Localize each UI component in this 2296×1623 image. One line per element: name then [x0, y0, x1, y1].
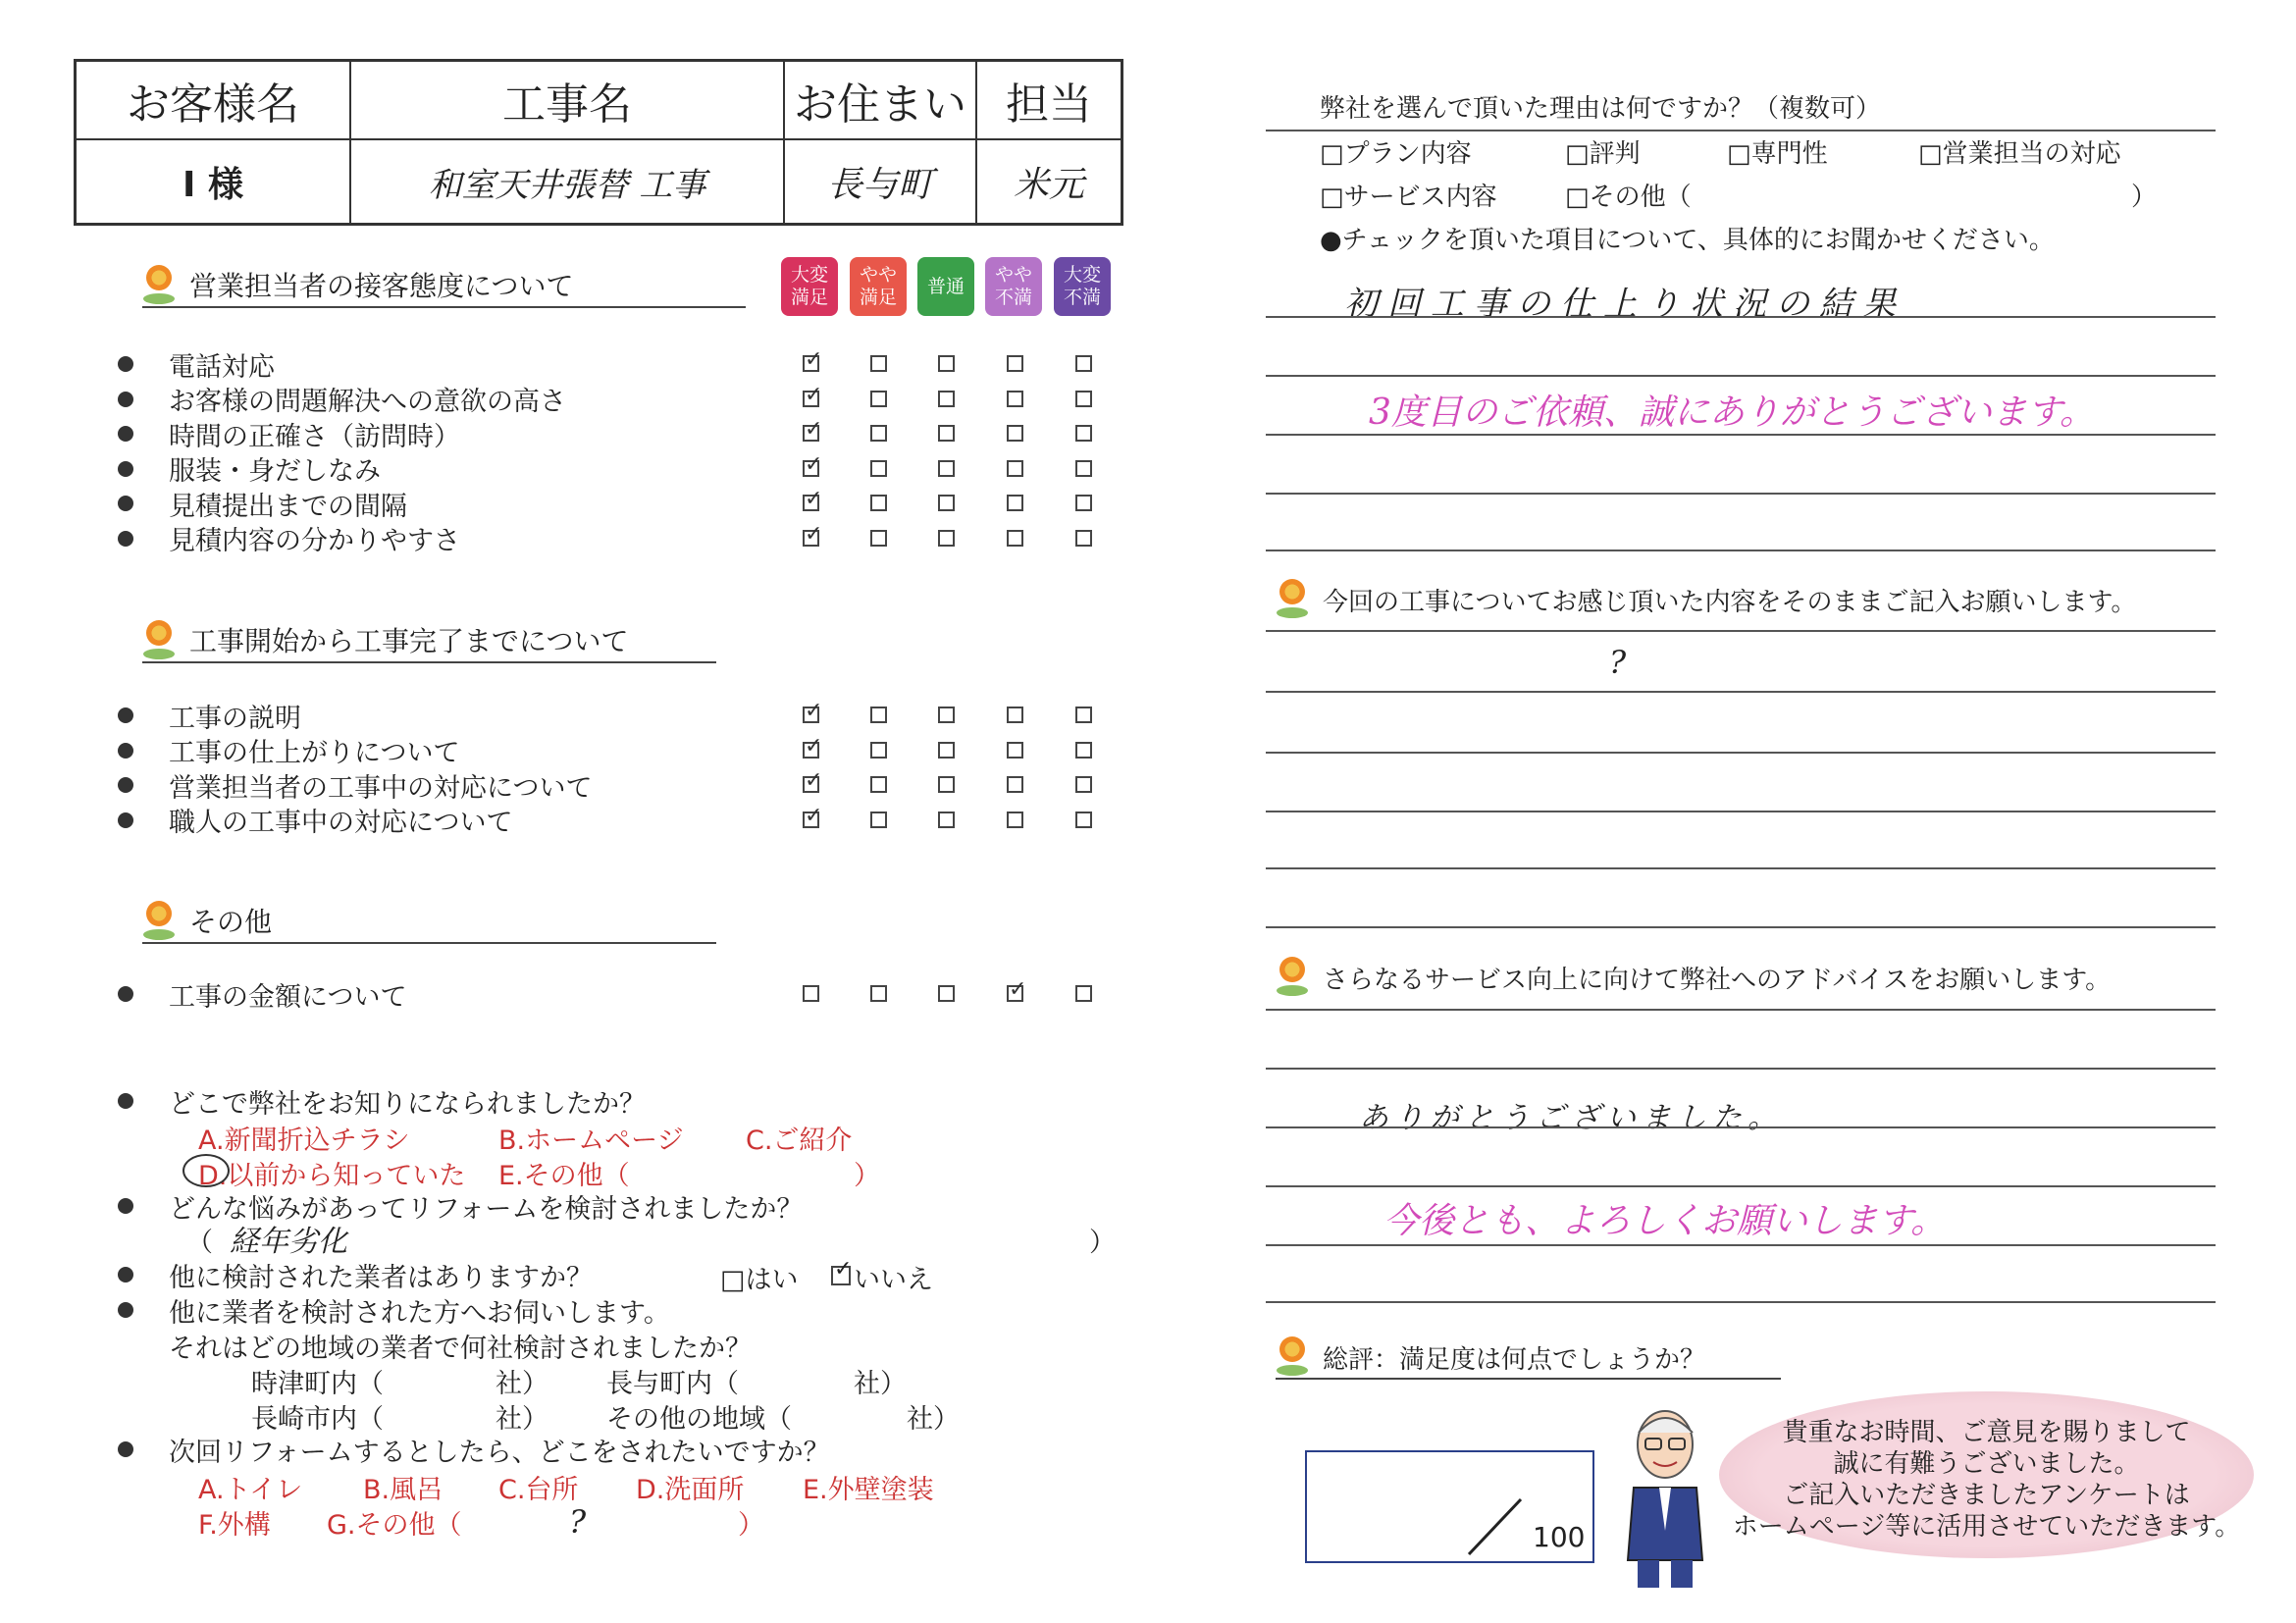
q2-answer[interactable]: ?: [1609, 644, 1627, 681]
rating-checkbox[interactable]: [938, 707, 955, 723]
thanks-line: ご記入いただきましたアンケートは: [1783, 1481, 2190, 1510]
rule-line: [1266, 1185, 2216, 1187]
question-label: 服装・身だしなみ: [169, 456, 381, 487]
rating-checkbox[interactable]: [938, 425, 955, 442]
bullet-icon: [118, 777, 133, 793]
rating-checkbox[interactable]: [1007, 776, 1023, 793]
section-other-title: その他: [189, 906, 273, 938]
rating-checkbox[interactable]: [1075, 355, 1092, 372]
section-work-heading: [142, 620, 716, 663]
option-e[interactable]: E.その他（: [498, 1161, 630, 1191]
option-d[interactable]: D.以前から知っていた: [198, 1161, 466, 1191]
rating-checkbox[interactable]: [1075, 742, 1092, 759]
rating-checkbox[interactable]: [1007, 985, 1023, 1002]
question-row: [118, 804, 1138, 837]
rating-checkbox[interactable]: [1007, 391, 1023, 407]
bullet-icon: [118, 1302, 133, 1318]
option-c[interactable]: C.ご紹介: [746, 1126, 853, 1156]
question-label: 時間の正確さ（訪問時）: [169, 421, 460, 452]
rule-line: [1266, 1068, 2216, 1070]
rating-checkbox[interactable]: [870, 985, 887, 1002]
bullet-icon: [118, 426, 133, 442]
option-e-close: ）: [854, 1161, 880, 1191]
question-row: [118, 768, 1138, 802]
rule-line: [1266, 926, 2216, 928]
header-address-value: 長与町: [785, 140, 977, 223]
rating-badge: 普通: [917, 257, 974, 316]
next-exterior-works[interactable]: F.外構: [198, 1510, 271, 1541]
bullet-icon: [118, 1198, 133, 1214]
question-row: [118, 383, 1138, 416]
rating-checkbox[interactable]: [938, 742, 955, 759]
rating-checkbox[interactable]: [1007, 742, 1023, 759]
question-row: [118, 977, 1138, 1011]
bullet-icon: [118, 812, 133, 828]
rating-checkbox[interactable]: [1075, 776, 1092, 793]
rule-line: [1266, 752, 2216, 754]
right-q4-text: 総評：満足度は何点でしょうか？: [1323, 1345, 1706, 1375]
question-area: [118, 1293, 1138, 1327]
question-label: 工事の説明: [169, 703, 301, 734]
question-row: [118, 522, 1138, 555]
question-label: 電話対応: [169, 351, 275, 383]
flower-icon: [142, 620, 176, 659]
rating-checkbox[interactable]: [938, 391, 955, 407]
next-washroom[interactable]: D.洗面所: [636, 1475, 745, 1505]
header-work-label: 工事名: [351, 62, 785, 140]
reason-expertise[interactable]: □専門性: [1727, 139, 1828, 169]
rating-checkbox[interactable]: [1007, 530, 1023, 547]
circle-mark: [183, 1154, 230, 1187]
rating-checkbox[interactable]: [938, 530, 955, 547]
rule-line: [1266, 691, 2216, 693]
flower-icon: [1276, 579, 1309, 618]
rating-checkbox[interactable]: [803, 425, 819, 442]
rating-checkbox[interactable]: [938, 776, 955, 793]
rating-checkbox[interactable]: [1075, 425, 1092, 442]
rule-line: [1266, 867, 2216, 869]
compare-no-checkbox[interactable]: ✓: [831, 1266, 851, 1285]
rule-line: [1266, 1301, 2216, 1303]
area-unit: 社）: [907, 1404, 960, 1435]
score-box[interactable]: [1305, 1450, 1594, 1563]
next-other-answer[interactable]: ?: [569, 1503, 587, 1541]
rating-checkbox[interactable]: [938, 495, 955, 511]
question-row: [118, 487, 1138, 520]
reason-answer[interactable]: 経年劣化: [230, 1225, 347, 1259]
right-q1-detail: ●チェックを頂いた項目について、具体的にお聞かせください。: [1320, 226, 2055, 255]
rating-checkbox[interactable]: [870, 530, 887, 547]
q1-reply: 3度目のご依頼、誠にありがとうございます。: [1369, 393, 2096, 433]
rating-checkbox[interactable]: [870, 707, 887, 723]
next-other[interactable]: G.その他（: [327, 1510, 462, 1541]
rating-checkbox[interactable]: [1075, 391, 1092, 407]
area-unit: 社）: [496, 1404, 548, 1435]
bullet-icon: [118, 461, 133, 477]
question-source-text: どこで弊社をお知りになられましたか？: [169, 1088, 646, 1120]
section-sales-title: 営業担当者の接客態度について: [189, 270, 574, 302]
rating-checkbox[interactable]: [1007, 460, 1023, 477]
bullet-icon: [118, 986, 133, 1002]
rating-checkbox[interactable]: [938, 985, 955, 1002]
reason-open: （: [186, 1228, 213, 1258]
rating-checkbox[interactable]: [870, 425, 887, 442]
bullet-icon: [118, 743, 133, 759]
bullet-icon: [118, 531, 133, 547]
rule-line: [1266, 630, 2216, 632]
bullet-icon: [118, 1267, 133, 1283]
header-customer-value: I 様: [77, 140, 351, 223]
rating-checkbox[interactable]: [1007, 425, 1023, 442]
q3-reply: 今後とも、よろしくお願いします。: [1383, 1201, 1947, 1241]
thanks-line: 貴重なお時間、ご意見を賜りまして: [1782, 1418, 2191, 1447]
question-next-text: 次回リフォームするとしたら、どこをされたいですか？: [169, 1437, 830, 1468]
rating-checkbox[interactable]: [803, 495, 819, 511]
bullet-icon: [118, 1093, 133, 1109]
rating-checkbox[interactable]: [1075, 707, 1092, 723]
rating-checkbox[interactable]: [1007, 812, 1023, 828]
rule-line: [1266, 811, 2216, 812]
rule-line: [1266, 434, 2216, 436]
rating-checkbox[interactable]: [870, 812, 887, 828]
rating-checkbox[interactable]: [803, 707, 819, 723]
next-exterior[interactable]: E.外壁塗装: [803, 1475, 934, 1505]
reason-service[interactable]: □サービス内容: [1320, 183, 1497, 212]
rating-checkbox[interactable]: [1007, 495, 1023, 511]
thanks-line: 誠に有難うございました。: [1833, 1449, 2140, 1479]
rule-line: [1266, 130, 2216, 131]
area-other: その他の地域（: [606, 1404, 792, 1435]
question-row: [118, 734, 1138, 767]
question-reason-text: どんな悩みがあってリフォームを検討されましたか？: [169, 1193, 804, 1225]
thanks-text: [1719, 1417, 2254, 1543]
next-other-close: ）: [738, 1510, 764, 1541]
next-toilet[interactable]: A.トイレ: [198, 1475, 303, 1505]
section-work-title: 工事開始から工事完了までについて: [189, 625, 629, 657]
bullet-icon: [118, 392, 133, 407]
rating-checkbox[interactable]: [803, 812, 819, 828]
question-area-text-2: それはどの地域の業者で何社検討されましたか？: [169, 1334, 752, 1364]
rule-line: [1266, 550, 2216, 551]
question-label: 工事の仕上がりについて: [169, 738, 460, 768]
rating-checkbox[interactable]: [870, 495, 887, 511]
reason-other[interactable]: □その他（: [1565, 183, 1692, 212]
rating-checkbox[interactable]: [938, 355, 955, 372]
rating-checkbox[interactable]: [870, 742, 887, 759]
rule-line: [1266, 375, 2216, 377]
rule-line: [1266, 316, 2216, 318]
question-row: [118, 417, 1138, 450]
question-row: [118, 699, 1138, 732]
right-q3-heading: [1276, 957, 2111, 996]
flower-icon: [142, 901, 176, 940]
rating-checkbox[interactable]: [1075, 530, 1092, 547]
area-unit: 社）: [854, 1369, 907, 1399]
question-label: 職人の工事中の対応について: [169, 808, 513, 838]
flower-icon: [142, 265, 176, 304]
right-q2-text: 今回の工事についてお感じ頂いた内容をそのままご記入お願いします。: [1323, 588, 2137, 617]
reason-sales[interactable]: □営業担当の対応: [1918, 139, 2121, 169]
bullet-icon: [118, 356, 133, 372]
question-area-text: 他に業者を検討された方へお伺いします。: [169, 1297, 670, 1329]
rating-checkbox[interactable]: [870, 776, 887, 793]
rating-checkbox[interactable]: [1075, 495, 1092, 511]
question-label: 見積内容の分かりやすさ: [169, 526, 460, 556]
bullet-icon: [118, 1441, 133, 1457]
rating-checkbox[interactable]: [803, 742, 819, 759]
rule-line: [1266, 1009, 2216, 1011]
header-table: [74, 59, 1123, 226]
q1-answer[interactable]: 初回工事の仕上り状況の結果: [1344, 285, 1905, 324]
header-address-label: お住まい: [785, 62, 977, 140]
rating-checkbox[interactable]: [1007, 355, 1023, 372]
header-staff-value: 米元: [1013, 164, 1084, 205]
rating-checkbox[interactable]: [803, 985, 819, 1002]
q3-answer[interactable]: ありがとうございました。: [1359, 1101, 1783, 1135]
bullet-icon: [118, 496, 133, 511]
rating-checkbox[interactable]: [1075, 985, 1092, 1002]
right-q3-text: さらなるサービス向上に向けて弊社へのアドバイスをお願いします。: [1323, 966, 2112, 995]
option-a[interactable]: A.新聞折込チラシ: [198, 1126, 410, 1156]
rule-line: [1266, 493, 2216, 495]
thanks-line: ホームページ等に活用させていただきます。: [1732, 1512, 2241, 1542]
rating-checkbox[interactable]: [803, 530, 819, 547]
question-label: お客様の問題解決への意欲の高さ: [169, 387, 566, 417]
right-q4-heading: [1276, 1336, 1781, 1380]
rating-checkbox[interactable]: [870, 460, 887, 477]
question-row: [118, 347, 1138, 381]
question-label: 工事の金額について: [169, 981, 407, 1013]
rating-checkbox[interactable]: [1007, 707, 1023, 723]
rating-checkbox[interactable]: [938, 812, 955, 828]
rating-checkbox[interactable]: [803, 391, 819, 407]
rating-checkbox[interactable]: [803, 355, 819, 372]
question-label: 営業担当者の工事中の対応について: [169, 772, 593, 804]
mascot-icon: [1624, 1393, 1707, 1590]
compare-no[interactable]: いいえ: [854, 1265, 933, 1295]
right-q1: 弊社を選んで頂いた理由は何ですか？（複数可）: [1320, 94, 1882, 124]
reason-close: ）: [1089, 1228, 1116, 1258]
rating-checkbox[interactable]: [803, 776, 819, 793]
question-compare-text: 他に検討された業者はありますか？: [169, 1262, 593, 1293]
header-staff-label: 担当: [977, 62, 1121, 140]
question-label: 見積提出までの間隔: [169, 491, 407, 522]
option-b[interactable]: B.ホームページ: [498, 1126, 684, 1156]
rule-line: [1266, 1244, 2216, 1246]
reason-other-close: ）: [2131, 183, 2158, 212]
score-max: 100: [1533, 1521, 1586, 1553]
compare-yes[interactable]: □はい: [720, 1265, 799, 1295]
rule-line: [1266, 1126, 2216, 1128]
area-unit: 社）: [496, 1369, 548, 1399]
section-other-heading: [142, 901, 716, 944]
area-tokitsu: 時津町内（: [251, 1369, 384, 1399]
flower-icon: [1276, 957, 1309, 996]
reason-plan[interactable]: □プラン内容: [1320, 139, 1472, 169]
rating-badge: 大変 満足: [781, 257, 838, 316]
next-kitchen[interactable]: C.台所: [498, 1475, 579, 1505]
rating-badge: やや 満足: [850, 257, 907, 316]
rating-checkbox[interactable]: [1075, 812, 1092, 828]
area-nagasaki: 長崎市内（: [251, 1404, 384, 1435]
question-source: [118, 1084, 1138, 1118]
question-compare: [118, 1258, 1138, 1291]
bullet-icon: [118, 707, 133, 723]
area-nagayo: 長与町内（: [606, 1369, 739, 1399]
rating-checkbox[interactable]: [803, 460, 819, 477]
reason-reputation[interactable]: □評判: [1565, 139, 1641, 169]
rating-checkbox[interactable]: [1075, 460, 1092, 477]
rating-checkbox[interactable]: [870, 391, 887, 407]
section-sales-heading: [142, 265, 746, 308]
next-bath[interactable]: B.風呂: [363, 1475, 444, 1505]
flower-icon: [1276, 1336, 1309, 1376]
question-next: [118, 1433, 1138, 1466]
rating-badge: やや 不満: [985, 257, 1042, 316]
rating-checkbox[interactable]: [870, 355, 887, 372]
rating-badge: 大変 不満: [1054, 257, 1111, 316]
question-row: [118, 452, 1138, 486]
right-q2-heading: [1276, 579, 2136, 618]
rating-checkbox[interactable]: [938, 460, 955, 477]
header-customer-label: お客様名: [77, 62, 351, 140]
header-work-value: 和室天井張替 工事: [351, 140, 785, 223]
